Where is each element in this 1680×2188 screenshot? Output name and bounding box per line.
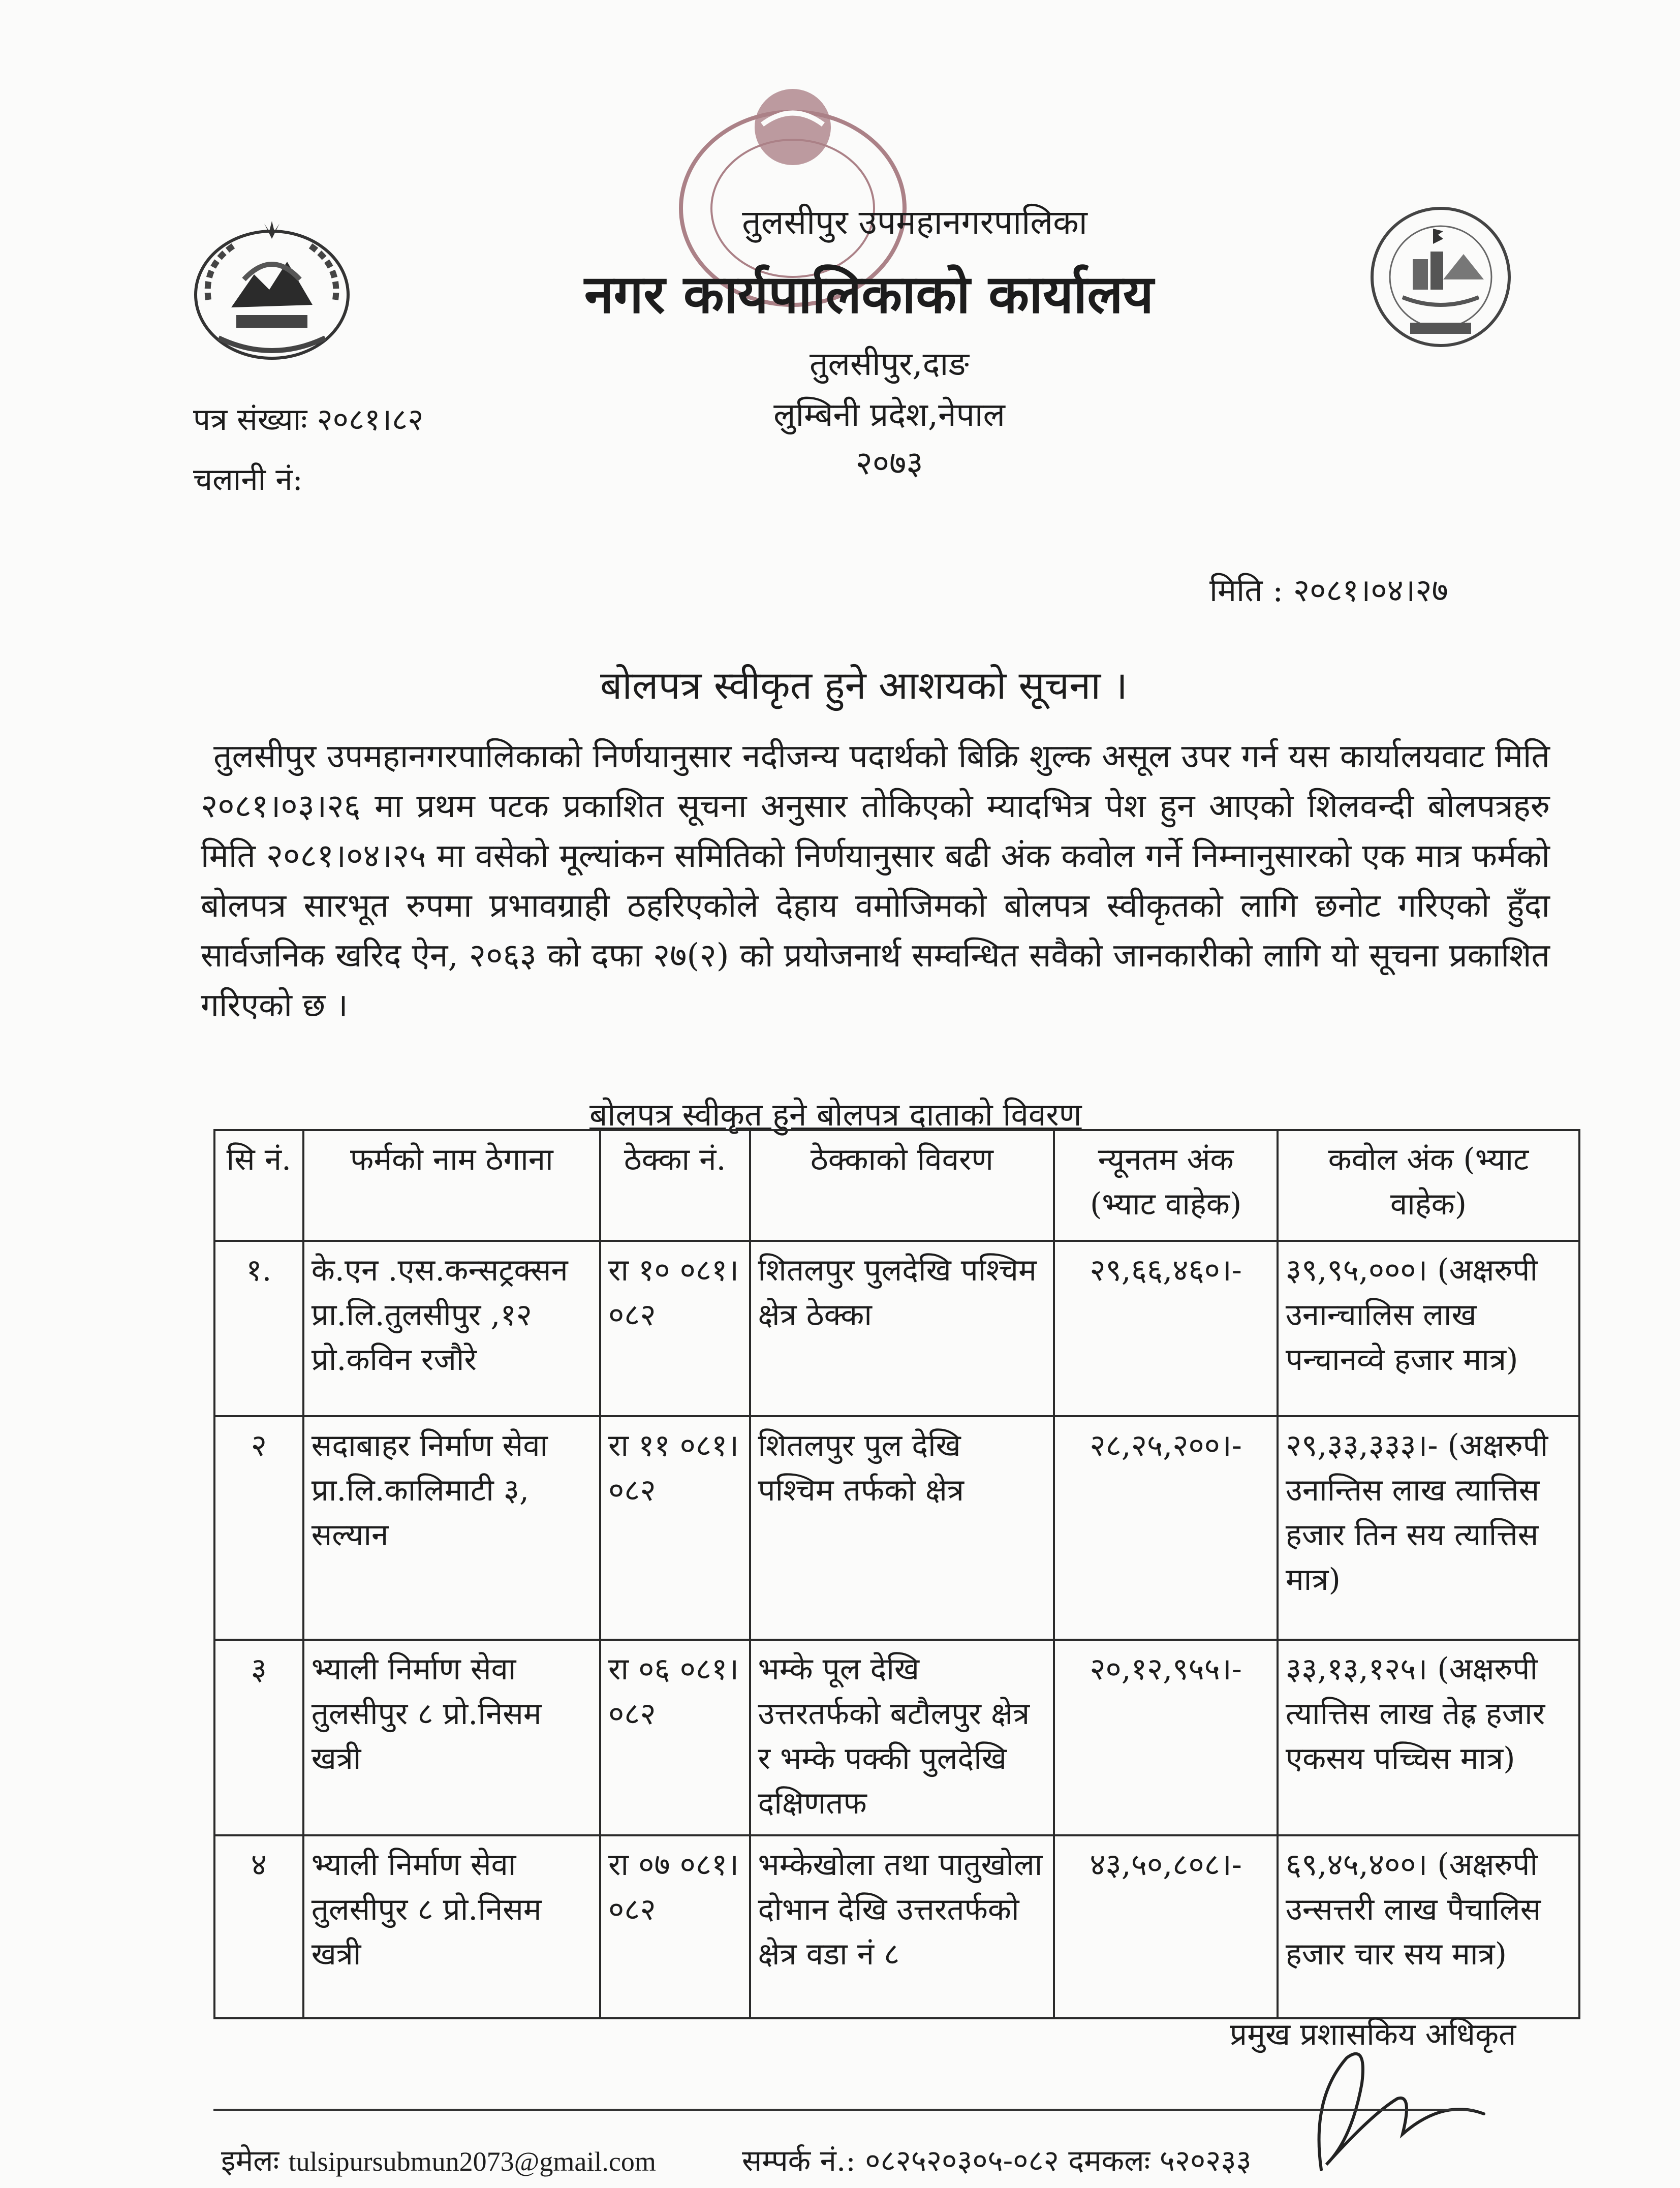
- address-province: लुम्बिनी प्रदेश,नेपाल: [773, 396, 1005, 434]
- table-row: [214, 1241, 1579, 1416]
- header-contract-desc: ठेक्काको विवरण: [750, 1130, 1054, 1241]
- office-name: नगर कार्यपालिकाको कार्यालय: [584, 263, 1154, 325]
- footer-email: [221, 2139, 656, 2179]
- email-address: tulsipursubmun2073@gmail.com: [288, 2146, 656, 2177]
- cell-contract-desc: भम्केखोला तथा पातुखोला दोभान देखि उत्तरतर्फको क्षेत्र वडा नं ८: [750, 1835, 1054, 2018]
- cell-min-amount: २९,६६,४६०।-: [1054, 1241, 1278, 1416]
- header-firm-name: फर्मको नाम ठेगाना: [303, 1130, 600, 1241]
- table-caption: बोलपत्र स्वीकृत हुने बोलपत्र दाताको विवरण: [589, 1096, 1082, 1133]
- footer-contact: सम्पर्क नं.: ०८२५२०३०५-०८२ दमकलः ५२०२३३: [742, 2143, 1252, 2178]
- cell-min-amount: २८,२५,२००।-: [1054, 1416, 1278, 1640]
- table-row: [214, 1640, 1579, 1835]
- bid-details-table: [213, 1129, 1580, 2019]
- established-year: २०७३: [855, 445, 923, 482]
- header-min-amount: न्यूनतम अंक (भ्याट वाहेक): [1054, 1130, 1278, 1241]
- header-bid-amount: कवोल अंक (भ्याट वाहेक): [1278, 1130, 1579, 1241]
- cell-contract-no: रा ०६ ०८१।०८२: [600, 1640, 750, 1835]
- notice-title: बोलपत्र स्वीकृत हुने आशयको सूचना ।: [600, 663, 1128, 708]
- signature-icon: [1291, 2038, 1504, 2185]
- address-city: तुलसीपुर,दाङ: [810, 346, 969, 383]
- table-row: [214, 1835, 1579, 2018]
- footer-divider: [213, 2109, 1474, 2111]
- cell-serial-no: ४: [214, 1835, 303, 2018]
- cell-contract-no: रा ०७ ०८१।०८२: [600, 1835, 750, 2018]
- cell-contract-desc: शितलपुर पुल देखि पश्चिम तर्फको क्षेत्र: [750, 1416, 1054, 1640]
- header-contract-no: ठेक्का नं.: [600, 1130, 750, 1241]
- cell-contract-desc: शितलपुर पुलदेखि पश्चिम क्षेत्र ठेक्का: [750, 1241, 1054, 1416]
- cell-firm: के.एन .एस.कन्सट्रक्सन प्रा.लि.तुलसीपुर ,१२ प्रो.कविन रजौरे: [303, 1241, 600, 1416]
- cell-firm: भ्याली निर्माण सेवा तुलसीपुर ८ प्रो.निसम खत्री: [303, 1835, 600, 2018]
- dispatch-number: चलानी नं:: [193, 462, 303, 497]
- table-header-row: [214, 1130, 1579, 1241]
- cell-bid-amount: २९,३३,३३३।- (अक्षरुपी उनान्तिस लाख त्यात्तिस हजार तिन सय त्यात्तिस मात्र): [1278, 1416, 1579, 1640]
- letter-number: पत्र संख्याः २०८१।८२: [193, 402, 424, 437]
- cell-contract-desc: भम्के पूल देखि उत्तरतर्फको बटौलपुर क्षेत्र र भम्के पक्की पुलदेखि दक्षिणतफ: [750, 1640, 1054, 1835]
- municipality-logo-icon: [1367, 203, 1514, 351]
- cell-min-amount: ४३,५०,८०८।-: [1054, 1835, 1278, 2018]
- organization-name: तुलसीपुर उपमहानगरपालिका: [742, 203, 1087, 242]
- cell-contract-no: रा १० ०८१।०८२: [600, 1241, 750, 1416]
- signatory-title: प्रमुख प्रशासकिय अधिकृत: [1230, 2017, 1516, 2052]
- cell-bid-amount: ६९,४५,४००। (अक्षरुपी उन्सत्तरी लाख पैचालिस हजार चार सय मात्र): [1278, 1835, 1579, 2018]
- notice-body: तुलसीपुर उपमहानगरपालिकाको निर्णयानुसार नदीजन्य पदार्थको बिक्रि शुल्क असूल उपर गर्न यस कार्यालयवाट मिति २०८१।०३।२६ मा प्रथम पटक प्रकाशित सूचना अनुसार तोकिएको म्यादभित्र पेश हुन आएको शिलवन्दी बोलपत्रहरु मिति २०८१।०४।२५ मा वसेको मूल्यांकन समितिको निर्णयानुसार बढी अंक कवोल गर्ने निम्नानुसारको एक मात्र फर्मको बोलपत्र सारभूत रुपमा प्रभावग्राही ठहरिएकोले देहाय वमोजिमको बोलपत्र स्वीकृतको लागि छनोट गरिएको हुँदा सार्वजनिक खरिद ऐन, २०६३ को दफा २७(२) को प्रयोजनार्थ सम्वन्धित सवैको जानकारीको लागि यो सूचना प्रकाशित गरिएको छ ।: [201, 738, 1550, 1024]
- cell-contract-no: रा ११ ०८१।०८२: [600, 1416, 750, 1640]
- cell-bid-amount: ३९,९५,०००। (अक्षरुपी उनान्चालिस लाख पन्चानव्वे हजार मात्र): [1278, 1241, 1579, 1416]
- cell-firm: सदाबाहर निर्माण सेवा प्रा.लि.कालिमाटी ३, सल्यान: [303, 1416, 600, 1640]
- cell-bid-amount: ३३,१३,१२५। (अक्षरुपी त्यात्तिस लाख तेह्र हजार एकसय पच्चिस मात्र): [1278, 1640, 1579, 1835]
- email-label: इमेलः: [221, 2143, 279, 2178]
- table-row: [214, 1416, 1579, 1640]
- cell-firm: भ्याली निर्माण सेवा तुलसीपुर ८ प्रो.निसम खत्री: [303, 1640, 600, 1835]
- cell-serial-no: ३: [214, 1640, 303, 1835]
- cell-min-amount: २०,१२,९५५।-: [1054, 1640, 1278, 1835]
- notice-date: मिति : २०८१।०४।२७: [1209, 572, 1448, 609]
- cell-serial-no: २: [214, 1416, 303, 1640]
- header-serial-no: सि नं.: [214, 1130, 303, 1241]
- cell-serial-no: १.: [214, 1241, 303, 1416]
- nepal-government-emblem-icon: [188, 218, 356, 366]
